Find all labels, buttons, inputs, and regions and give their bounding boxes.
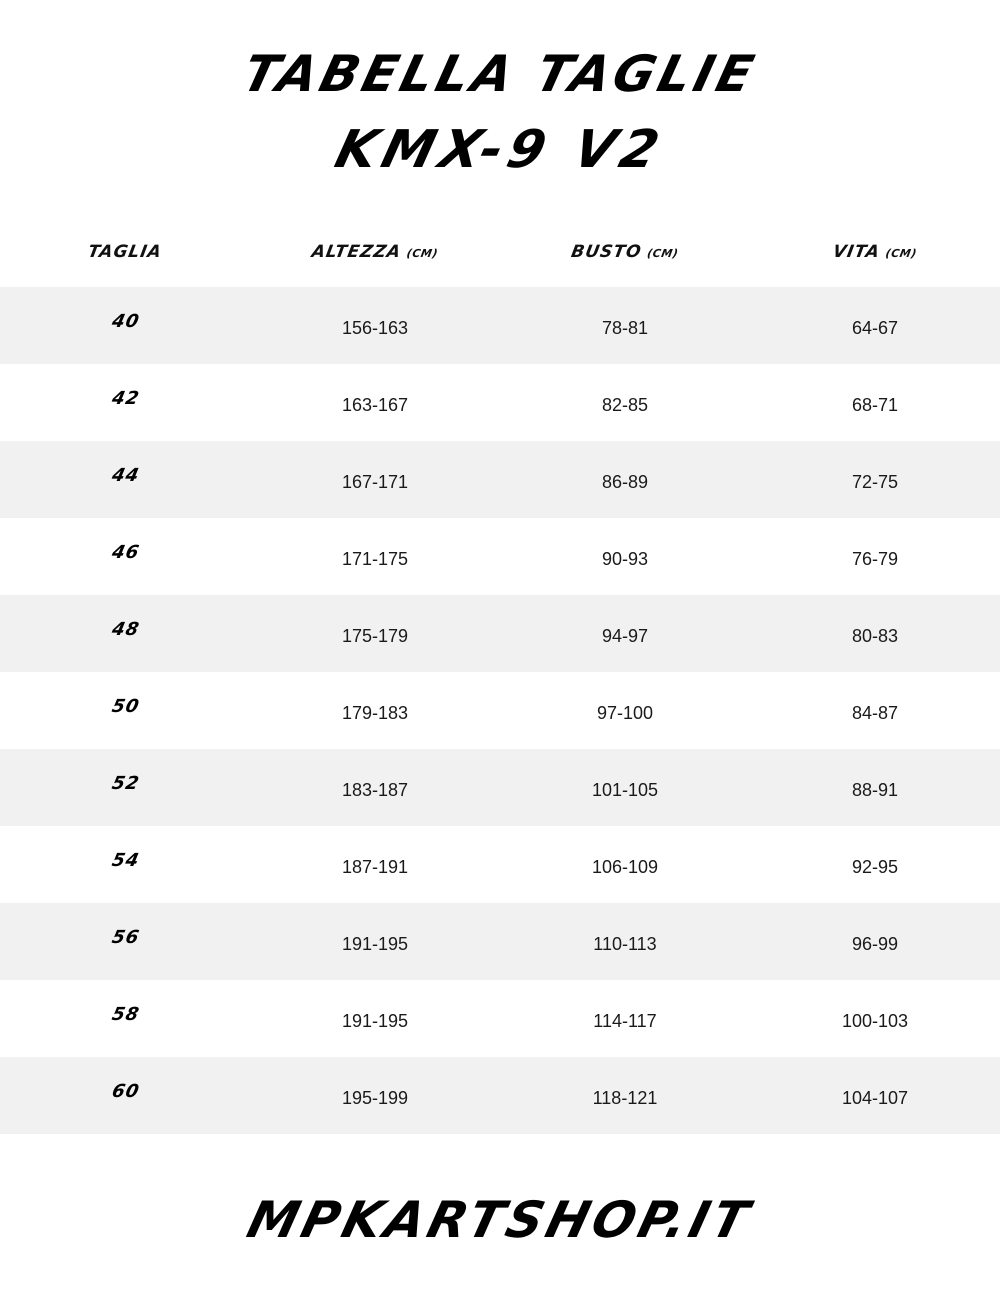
table-row bbox=[0, 287, 1000, 364]
vita-cell: 72-75 bbox=[851, 472, 899, 492]
column-header-taglia bbox=[0, 236, 253, 268]
size-cell: 54 bbox=[110, 850, 142, 871]
column-header-label: TAGLIA bbox=[86, 242, 164, 262]
size-cell: 46 bbox=[110, 542, 142, 563]
size-cell: 58 bbox=[110, 1004, 142, 1025]
size-table-header bbox=[0, 236, 1000, 268]
size-cell: 60 bbox=[110, 1081, 142, 1102]
column-header-unit: (CM) bbox=[884, 247, 918, 260]
altezza-cell: 191-195 bbox=[341, 1011, 409, 1031]
size-cell: 48 bbox=[110, 619, 142, 640]
column-header-unit: (CM) bbox=[646, 247, 680, 260]
table-row bbox=[0, 980, 1000, 1057]
size-cell: 52 bbox=[110, 773, 142, 794]
vita-cell: 80-83 bbox=[851, 626, 899, 646]
column-header-label: ALTEZZA bbox=[310, 242, 403, 262]
column-header-label: BUSTO bbox=[569, 242, 644, 262]
table-row bbox=[0, 749, 1000, 826]
altezza-cell: 179-183 bbox=[341, 703, 409, 723]
vita-cell: 96-99 bbox=[851, 934, 899, 954]
size-cell: 42 bbox=[110, 388, 142, 409]
column-header-altezza bbox=[247, 236, 503, 268]
table-row bbox=[0, 1057, 1000, 1134]
busto-cell: 114-117 bbox=[593, 1011, 657, 1031]
size-cell: 56 bbox=[110, 927, 142, 948]
busto-cell: 97-100 bbox=[596, 703, 654, 723]
table-row bbox=[0, 903, 1000, 980]
busto-cell: 78-81 bbox=[601, 318, 649, 338]
table-row bbox=[0, 672, 1000, 749]
table-row bbox=[0, 595, 1000, 672]
page-title: TABELLA TAGLIE bbox=[236, 45, 764, 103]
altezza-cell: 187-191 bbox=[341, 857, 409, 877]
table-row bbox=[0, 826, 1000, 903]
vita-cell: 68-71 bbox=[851, 395, 899, 415]
size-cell: 44 bbox=[110, 465, 142, 486]
table-row bbox=[0, 441, 1000, 518]
altezza-cell: 195-199 bbox=[341, 1088, 409, 1108]
busto-cell: 86-89 bbox=[601, 472, 649, 492]
busto-cell: 118-121 bbox=[592, 1088, 658, 1108]
vita-cell: 104-107 bbox=[841, 1088, 909, 1108]
altezza-cell: 191-195 bbox=[341, 934, 409, 954]
altezza-cell: 183-187 bbox=[341, 780, 409, 800]
column-header-label: VITA bbox=[831, 242, 882, 262]
busto-cell: 82-85 bbox=[601, 395, 649, 415]
column-header-busto bbox=[497, 236, 753, 268]
size-table bbox=[0, 287, 1000, 1134]
table-row bbox=[0, 518, 1000, 595]
altezza-cell: 167-171 bbox=[341, 472, 409, 492]
vita-cell: 84-87 bbox=[851, 703, 899, 723]
busto-cell: 106-109 bbox=[591, 857, 659, 877]
size-cell: 40 bbox=[110, 311, 142, 332]
vita-cell: 100-103 bbox=[841, 1011, 909, 1031]
busto-cell: 94-97 bbox=[601, 626, 649, 646]
altezza-cell: 156-163 bbox=[341, 318, 409, 338]
altezza-cell: 171-175 bbox=[341, 549, 409, 569]
vita-cell: 76-79 bbox=[851, 549, 899, 569]
vita-cell: 64-67 bbox=[851, 318, 899, 338]
vita-cell: 92-95 bbox=[851, 857, 899, 877]
column-header-unit: (CM) bbox=[405, 247, 440, 260]
busto-cell: 101-105 bbox=[591, 780, 659, 800]
footer-website: MPKARTSHOP.IT bbox=[241, 1191, 759, 1249]
altezza-cell: 175-179 bbox=[341, 626, 409, 646]
busto-cell: 110-113 bbox=[593, 934, 657, 954]
busto-cell: 90-93 bbox=[601, 549, 649, 569]
column-header-vita bbox=[747, 236, 1000, 268]
altezza-cell: 163-167 bbox=[341, 395, 409, 415]
table-row bbox=[0, 364, 1000, 441]
vita-cell: 88-91 bbox=[851, 780, 899, 800]
size-cell: 50 bbox=[110, 696, 142, 717]
product-name: KMX-9 V2 bbox=[329, 120, 671, 180]
